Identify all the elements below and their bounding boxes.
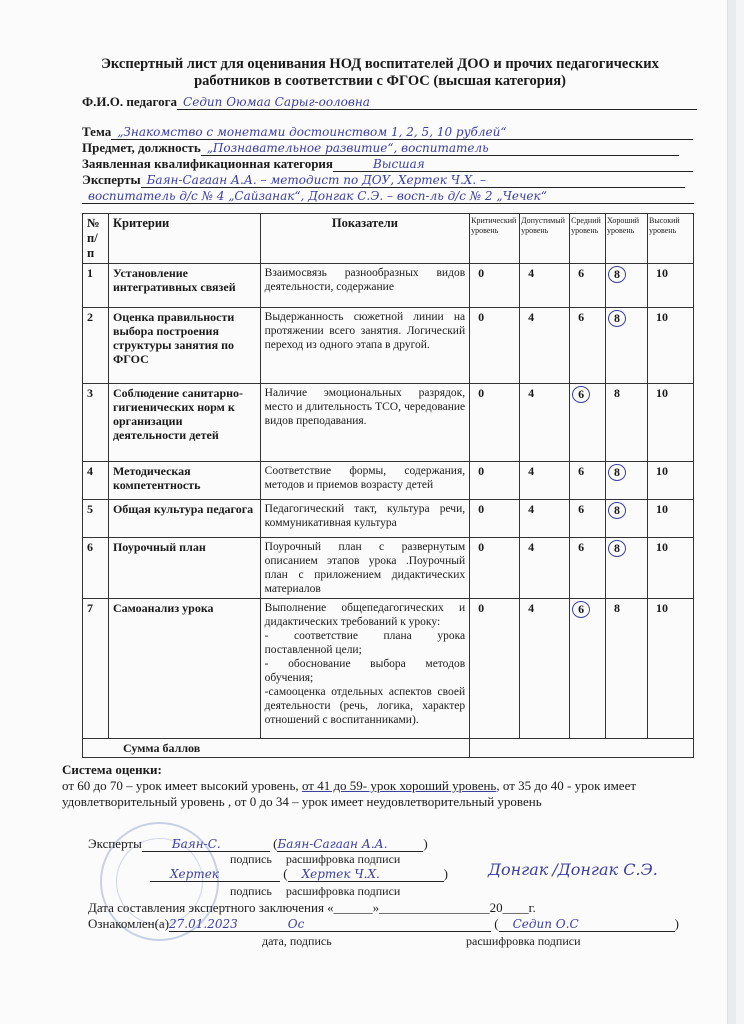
score-cell [570,462,606,500]
table-row [83,384,694,462]
score-value: 4 [528,310,535,324]
row-number: 5 [83,500,109,538]
score-value: 4 [528,464,535,478]
table-row [83,264,694,308]
expert-signature-row-2: Хертек ( Хертек Ч.Х. ) [150,866,448,882]
table-header-row [83,214,694,264]
score-value: 8 [614,601,621,615]
predmet-value: „Познавательное развитие“, воспитатель [206,141,489,155]
table-row [83,538,694,599]
total-row [83,739,694,758]
score-cell [470,264,520,308]
score-value: 10 [656,386,668,400]
category-field: Заявленная квалификационная категория Высшая [82,156,693,172]
acquainted-decode: Седип О.С [512,917,579,931]
score-cell [570,264,606,308]
score-value: 4 [528,540,535,554]
header-num: № п/ п [83,214,109,264]
header-criteria: Критерии [108,214,260,264]
score-value: 4 [528,386,535,400]
score-cell [520,500,570,538]
score-cell [648,264,694,308]
criteria-table [82,213,694,758]
signature-2: Хертек [170,867,219,881]
fio-field: Ф.И.О. педагога Седип Оюмаа Сарыг-ооловна [82,94,697,110]
expert-signature-row-1: Эксперты Баян-С. (Баян-Сагаан А.А. ) [88,836,428,851]
criterion-cell: Поурочный план [108,538,260,599]
decode-2: Хертек Ч.Х. [301,867,380,881]
indicator-cell: Наличие эмоциональных разрядок, место и длительность ТСО, чередование видов преподавания. [260,384,469,462]
tema-field: Тема „Знакомство с монетами достоинством 1, 2, 5, 10 рублей“ [82,124,693,140]
score-cell [570,500,606,538]
predmet-field: Предмет, должность „Познавательное развитие“, воспитатель [82,140,679,156]
indicator-cell: Взаимосвязь разнообразных видов деятельности, содержание [260,264,469,308]
score-value: 0 [478,266,485,280]
score-value: 0 [478,502,485,516]
row-number: 6 [83,538,109,599]
table-row [83,599,694,739]
indicator-cell: Соответствие формы, содержания, методов и приемов возрасту детей [260,462,469,500]
score-cell [648,308,694,384]
selected-score: 6 [572,386,590,403]
score-value: 10 [656,540,668,554]
indicator-cell: Педагогический такт, культура речи, коммуникативная культура [260,500,469,538]
score-cell [648,384,694,462]
score-cell [570,599,606,739]
row-number: 1 [83,264,109,308]
acquainted-row: Ознакомлен(а)27.01.2023 Ос ( Седип О.С ) [88,916,679,931]
indicator-cell: Поурочный план с развернутым описанием этапов урока .Поурочный план с приложением дидактических материалов [260,538,469,599]
row-number: 3 [83,384,109,462]
criterion-cell: Соблюдение санитарно-гигиенических норм к организации деятельности детей [108,384,260,462]
header-level-critical: Критический уровень [470,214,520,264]
score-value: 10 [656,266,668,280]
header-level-acceptable: Допустимый уровень [520,214,570,264]
score-value: 0 [478,601,485,615]
decode-1: Баян-Сагаан А.А. [277,837,388,851]
fio-value: Седип Оюмаа Сарыг-ооловна [183,95,370,109]
row-number: 2 [83,308,109,384]
selected-score: 8 [608,464,626,481]
score-cell [470,538,520,599]
score-cell [520,264,570,308]
score-value: 10 [656,601,668,615]
score-cell [648,599,694,739]
score-cell [648,462,694,500]
grading-heading: Система оценки: [62,762,162,777]
score-value: 0 [478,540,485,554]
score-cell [470,384,520,462]
grading-selected: от 41 до 59- урок хороший уровень [301,778,497,793]
score-cell [606,308,648,384]
score-cell [606,500,648,538]
score-value: 0 [478,386,485,400]
category-value: Высшая [372,157,425,171]
acquainted-sign: Ос [287,917,305,931]
score-value: 0 [478,464,485,478]
date-line: Дата составления экспертного заключения «______»_________________20____г. [88,900,536,915]
signature-3: Донгак [488,860,549,879]
row-number: 4 [83,462,109,500]
date-sign-label: дата, подпись [262,934,332,948]
score-cell [520,384,570,462]
score-value: 8 [614,386,621,400]
score-value: 6 [578,266,585,280]
criterion-cell: Самоанализ урока [108,599,260,739]
score-cell [570,384,606,462]
criterion-cell: Оценка правильности выбора построения структуры занятия по ФГОС [108,308,260,384]
score-value: 4 [528,601,535,615]
experts-field-2 [82,188,694,204]
score-cell [470,308,520,384]
signature-1: Баян-С. [171,837,221,851]
document-title: Экспертный лист для оценивания НОД воспитателей ДОО и прочих педагогических работников в соответствии с ФГОС (высшая категория) [101,56,659,89]
table-row [83,500,694,538]
table-row [83,462,694,500]
experts-value-1: Баян-Сагаан А.А. – методист по ДОУ, Хертек Ч.Х. – [146,173,486,187]
acquainted-date: 27.01.2023 [169,917,238,931]
score-cell [606,384,648,462]
experts-field: Эксперты Баян-Сагаан А.А. – методист по ДОУ, Хертек Ч.Х. – [82,172,685,188]
header-level-good: Хороший уровень [606,214,648,264]
score-cell [520,308,570,384]
score-value: 10 [656,502,668,516]
header-indicators: Показатели [260,214,469,264]
row-number: 7 [83,599,109,739]
total-label: Сумма баллов [83,739,470,758]
score-cell [520,538,570,599]
total-value [470,739,694,758]
podpis-label-2: подпись расшифровка подписи [230,884,401,898]
score-cell [606,264,648,308]
table-row [83,308,694,384]
podpis-label-1: подпись расшифровка подписи [230,852,401,866]
score-cell [470,500,520,538]
score-cell [470,599,520,739]
score-cell [606,538,648,599]
decode-label-3: расшифровка подписи [466,934,581,948]
experts-value-2: воспитатель д/с № 4 „Сайзанак“, Донгак С.Э. – восп-ль д/с № 2 „Чечек“ [88,189,547,203]
selected-score: 8 [608,310,626,327]
header-level-high: Высокий уровень [648,214,694,264]
page-edge [727,0,736,1024]
indicator-cell: Выполнение общепедагогических и дидактических требований к уроку: - соответствие плана урока поставленной цели; - обоснование выбора методов обучения; -самооценка отдельных аспектов своей деятельности (речь, логика, характер отношений с воспитанниками). [260,599,469,739]
score-value: 10 [656,310,668,324]
selected-score: 8 [608,266,626,283]
score-value: 0 [478,310,485,324]
score-value: 10 [656,464,668,478]
decode-3: /Донгак С.Э. [552,860,658,879]
score-value: 6 [578,464,585,478]
tema-value: „Знакомство с монетами достоинством 1, 2, 5, 10 рублей“ [117,125,507,139]
score-cell [606,462,648,500]
score-cell [570,308,606,384]
score-value: 4 [528,502,535,516]
criterion-cell: Установление интегративных связей [108,264,260,308]
score-value: 6 [578,540,585,554]
score-cell [606,599,648,739]
score-cell [520,599,570,739]
score-cell [648,500,694,538]
score-value: 4 [528,266,535,280]
selected-score: 8 [608,502,626,519]
expert-signature-3 [488,860,658,880]
selected-score: 8 [608,540,626,557]
criterion-cell: Методическая компетентность [108,462,260,500]
score-cell [648,538,694,599]
grading-system: Система оценки: от 60 до 70 – урок имеет высокий уровень, от 41 до 59- урок хороший уровень, от 35 до 40 - урок имеет удовлетворительный уровень , от 0 до 34 – урок имеет неудовлетворительный уровень [62,762,637,809]
header-level-medium: Средний уровень [570,214,606,264]
score-cell [470,462,520,500]
score-value: 6 [578,502,585,516]
indicator-cell: Выдержанность сюжетной линии на протяжении всего занятия. Логический переход из одного этапа в другой. [260,308,469,384]
selected-score: 6 [572,601,590,618]
criterion-cell: Общая культура педагога [108,500,260,538]
score-cell [570,538,606,599]
score-value: 6 [578,310,585,324]
score-cell [520,462,570,500]
